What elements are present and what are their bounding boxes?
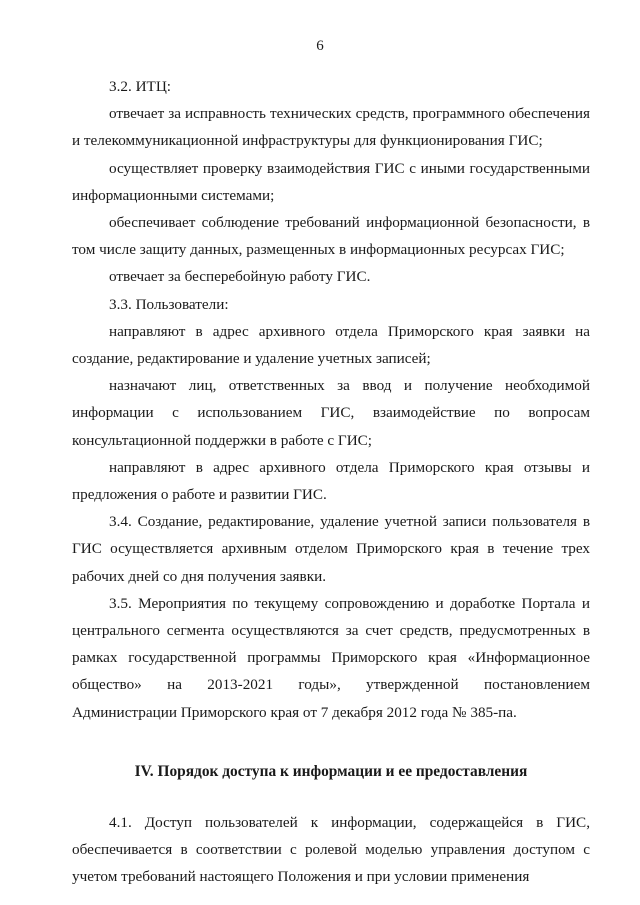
paragraph-users-feedback: направляют в адрес архивного отдела Приморского края отзывы и предложения о работе и развитии ГИС.	[72, 458, 590, 504]
paragraph-itc-interaction: осуществляет проверку взаимодействия ГИС с иными государственными информационными системами;	[72, 159, 590, 204]
section-heading: IV. Порядок доступа к информации и ее предоставления	[134, 762, 528, 780]
paragraph-itc-security: обеспечивает соблюдение требований информационной безопасности, в том числе защиту данных, размещенных в информационных ресурсах ГИС;	[72, 214, 590, 259]
paragraph-itc-uptime: отвечает за бесперебойную работу ГИС.	[109, 268, 371, 286]
paragraph-3-5: 3.5. Мероприятия по текущему сопровождению и доработке Портала и центрального сегмента осуществляются за счет средств, предусмотренных в рамках государственной программы Приморского края «Информационное общество» на 2013-2021 годы», утвержденной постановлением Администрации Приморского края от 7 декабря 2012 года № 385-па.	[72, 594, 590, 721]
page-number: 6	[316, 38, 324, 54]
paragraph-3-3-title: 3.3. Пользователи:	[109, 295, 229, 313]
paragraph-users-assign: назначают лиц, ответственных за ввод и получение необходимой информации с использованием ГИС, взаимодействие по вопросам консультационной поддержки в работе с ГИС;	[72, 377, 590, 449]
paragraph-3-2-title: 3.2. ИТЦ:	[109, 78, 172, 95]
document-body	[72, 73, 590, 890]
paragraph-3-4: 3.4. Создание, редактирование, удаление учетной записи пользователя в ГИС осуществляется архивным отделом Приморского края в течение трех рабочих дней со дня получения заявки.	[72, 513, 590, 585]
paragraph-itc-hardware: отвечает за исправность технических средств, программного обеспечения и телекоммуникационной инфраструктуры для функционирования ГИС;	[72, 105, 590, 150]
paragraph-4-1: 4.1. Доступ пользователей к информации, содержащейся в ГИС, обеспечивается в соответствии с ролевой моделью управления доступом с учетом требований настоящего Положения и при условии применения	[72, 813, 590, 886]
paragraph-users-requests: направляют в адрес архивного отдела Приморского края заявки на создание, редактирование и удаление учетных записей;	[72, 322, 590, 368]
